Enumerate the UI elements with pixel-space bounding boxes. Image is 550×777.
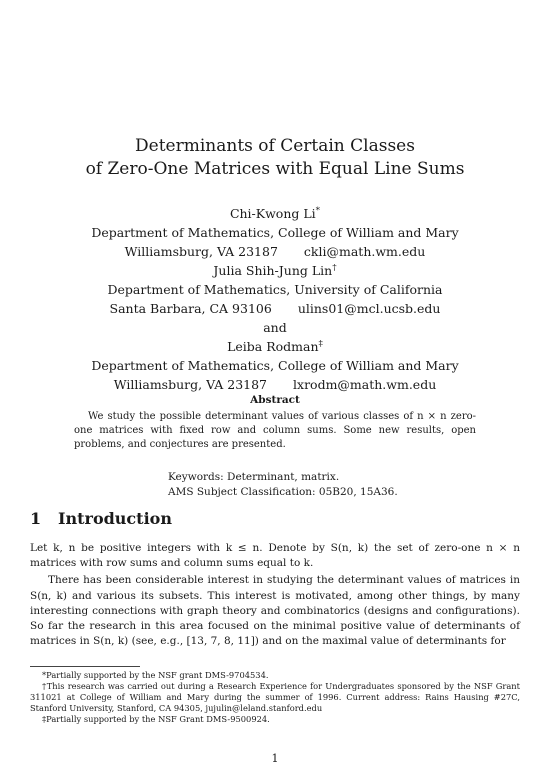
title-line-2: of Zero-One Matrices with Equal Line Sums — [85, 159, 465, 179]
abstract-heading: Abstract — [250, 394, 300, 406]
author-affiliation: Department of Mathematics, University of California — [107, 282, 443, 297]
author-address-line — [0, 375, 550, 394]
author-address-line — [0, 299, 550, 318]
keywords-block — [168, 470, 398, 500]
body-text — [30, 541, 520, 649]
footnote-rule — [30, 666, 140, 667]
author-city: Santa Barbara, CA 93106 — [109, 301, 272, 316]
author-email: ckli@math.wm.edu — [303, 244, 426, 259]
section-heading — [30, 509, 172, 528]
ams-classification: AMS Subject Classification: 05B20, 15A36. — [168, 486, 398, 498]
paragraph: There has been considerable interest in studying the determinant values of matrices in S(n, k) and various its subsets. This interest is motivated, among other things, by many interesting connections with graph theory and combinatorics (designs and configurations). So far the research in this area focused on the minimal positive value of determinants of matrices in S(n, k) (see, e.g., [13, 7, 8, 11]) and on the maximal value of determinants for — [30, 574, 520, 648]
title-line-1: Determinants of Certain Classes — [135, 136, 415, 156]
footnote: †This research was carried out during a Research Experience for Undergraduates sponsored by the NSF Grant 311021 at College of William and Mary during the summer of 1996. Current address: Rains Hausing #27C, Stanford University, Stanford, CA 94305, jujulin@leland.stanford.edu — [30, 681, 520, 713]
author-name: Leiba Rodman‡ — [227, 338, 323, 354]
keywords: Keywords: Determinant, matrix. — [168, 471, 340, 483]
paragraph: Let k, n be positive integers with k ≤ n. Denote by S(n, k) the set of zero-one n × n matrices with row sums and column sums equal to k. — [30, 542, 520, 570]
author-name: Julia Shih-Jung Lin† — [213, 262, 337, 278]
section-title: Introduction — [58, 509, 172, 528]
section-number: 1 — [30, 509, 42, 528]
author-name: Chi-Kwong Li* — [229, 205, 321, 221]
and-separator: and — [263, 320, 287, 335]
abstract-text: We study the possible determinant values of various classes of n × n zero-one matrices with fixed row and column sums. Some new results, open problems, and conjectures are presented. — [74, 411, 476, 450]
page-number: 1 — [271, 752, 279, 765]
footnote: *Partially supported by the NSF grant DMS-9704534. — [42, 670, 269, 680]
paper-title — [0, 135, 550, 181]
author-email: ulins01@mcl.ucsb.edu — [297, 301, 441, 316]
footnotes — [30, 670, 520, 725]
author-address-line — [0, 242, 550, 261]
footnote: ‡Partially supported by the NSF Grant DMS-9500924. — [42, 714, 270, 724]
author-email: lxrodm@math.wm.edu — [293, 377, 437, 392]
author-affiliation: Department of Mathematics, College of William and Mary — [91, 225, 459, 240]
author-city: Williamsburg, VA 23187 — [124, 244, 278, 259]
author-city: Williamsburg, VA 23187 — [113, 377, 268, 392]
author-block — [0, 204, 550, 394]
author-affiliation: Department of Mathematics, College of William and Mary — [91, 358, 459, 373]
